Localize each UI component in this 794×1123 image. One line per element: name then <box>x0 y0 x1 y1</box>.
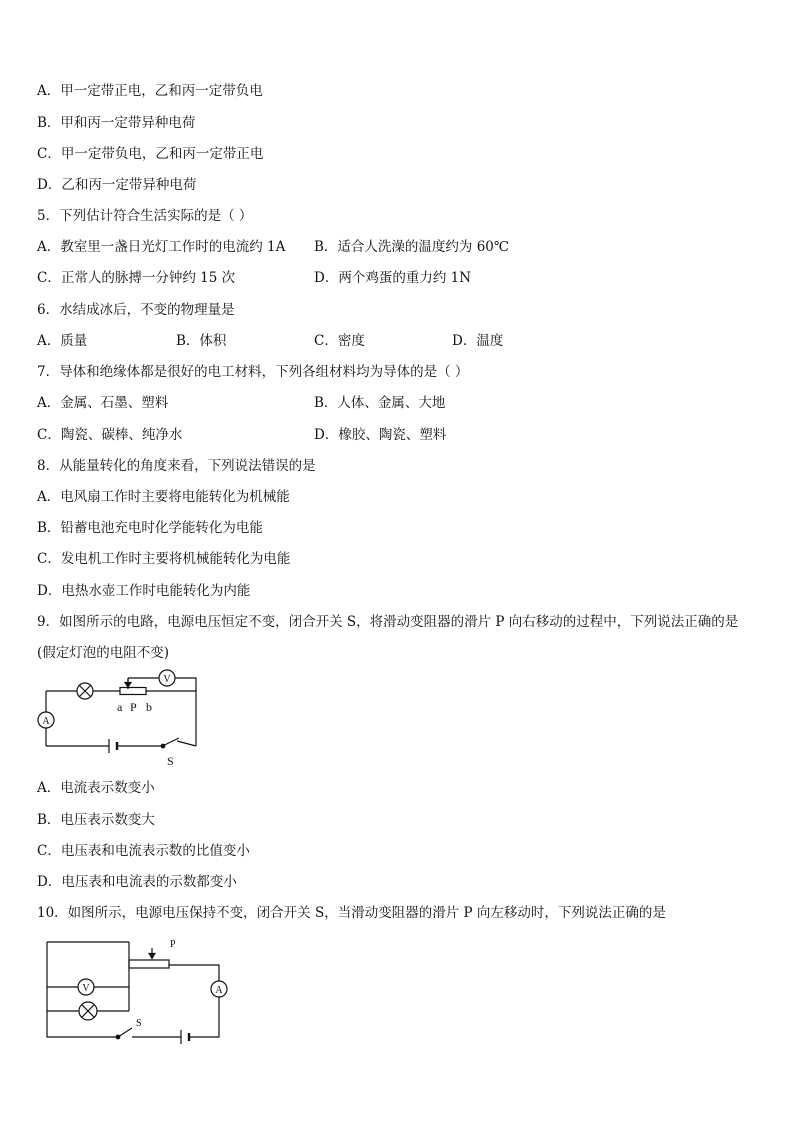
q9-option-c: C．电压表和电流表示数的比值变小 <box>37 843 250 859</box>
q9-stem: 9．如图所示的电路，电源电压恒定不变，闭合开关 S，将滑动变阻器的滑片 P 向右移动的过程中，下列说法正确的是 <box>37 614 739 630</box>
q5-option-a: A．教室里一盏日光灯工作时的电流约 1A <box>37 239 286 255</box>
q9-ammeter-label: A <box>42 716 50 727</box>
q9-label-a: a <box>117 700 123 714</box>
q6-stem: 6．水结成冰后，不变的物理量是 <box>37 302 235 318</box>
q5-option-c: C．正常人的脉搏一分钟约 15 次 <box>37 270 236 286</box>
q10-stem: 10．如图所示，电源电压保持不变，闭合开关 S，当滑动变阻器的滑片 P 向左移动时，下列说法正确的是 <box>37 905 666 921</box>
q8-stem: 8．从能量转化的角度来看，下列说法错误的是 <box>37 458 316 474</box>
q8-option-b: B．铅蓄电池充电时化学能转化为电能 <box>37 520 263 536</box>
q10-voltmeter-label: V <box>82 983 90 994</box>
q9-option-a: A．电流表示数变小 <box>37 780 155 796</box>
q9-slider-arrow-icon <box>125 678 131 687</box>
q6-option-d: D．温度 <box>452 333 504 349</box>
q4-option-c: C．甲一定带负电，乙和丙一定带正电 <box>37 146 264 162</box>
q5-stem: 5．下列估计符合生活实际的是（ ） <box>37 208 253 224</box>
q10-circuit-diagram <box>40 934 250 1044</box>
q6-option-c: C．密度 <box>314 333 365 349</box>
q9-option-d: D．电压表和电流表的示数都变小 <box>37 874 237 890</box>
q9-option-b: B．电压表示数变大 <box>37 812 155 828</box>
q9-rheostat-icon <box>120 688 146 695</box>
q5-option-b: B．适合人洗澡的温度约为 60℃ <box>314 239 509 255</box>
q6-option-b: B．体积 <box>176 333 227 349</box>
q10-slider-arrow-icon <box>149 948 155 959</box>
q9-switch-icon <box>161 738 179 748</box>
q7-stem: 7．导体和绝缘体都是很好的电工材料，下列各组材料均为导体的是（ ） <box>37 364 469 380</box>
q9-label-b: b <box>146 700 152 714</box>
q10-rheostat-icon <box>129 960 169 968</box>
q10-ammeter-label: A <box>215 985 223 996</box>
q7-option-b: B．人体、金属、大地 <box>314 395 446 411</box>
q9-voltmeter-label: V <box>163 674 171 685</box>
q4-option-b: B．甲和丙一定带异种电荷 <box>37 115 196 131</box>
q10-voltmeter-icon <box>78 979 94 995</box>
q7-option-c: C．陶瓷、碳棒、纯净水 <box>37 427 183 443</box>
q10-wire-right <box>169 965 219 1037</box>
q8-option-a: A．电风扇工作时主要将电能转化为机械能 <box>37 489 290 505</box>
q8-option-c: C．发电机工作时主要将机械能转化为电能 <box>37 551 291 567</box>
q9-circuit-diagram <box>30 664 230 769</box>
q10-lamp-icon <box>79 1002 97 1020</box>
q9-label-p: P <box>130 700 137 714</box>
q9-battery-icon <box>109 739 117 753</box>
q10-ammeter-icon <box>211 981 227 997</box>
q9-wire-bottom <box>46 741 196 746</box>
q9-lamp-icon <box>77 683 93 699</box>
q9-voltmeter-icon <box>159 670 175 686</box>
q9-label-s: S <box>167 754 174 768</box>
q9-wire-top-right <box>146 691 196 746</box>
q7-option-d: D．橡胶、陶瓷、塑料 <box>314 427 447 443</box>
q7-option-a: A．金属、石墨、塑料 <box>37 395 169 411</box>
q4-option-d: D．乙和丙一定带异种电荷 <box>37 177 197 193</box>
q10-switch-icon <box>116 1028 132 1039</box>
q10-battery-icon <box>181 1030 195 1044</box>
q9-ammeter-icon <box>38 712 54 728</box>
q9-stem-note: (假定灯泡的电阻不变) <box>37 645 170 661</box>
q6-option-a: A．质量 <box>37 333 88 349</box>
q4-option-a: A．甲一定带正电，乙和丙一定带负电 <box>37 83 263 99</box>
q10-label-s: S <box>136 1018 142 1029</box>
q5-option-d: D．两个鸡蛋的重力约 1N <box>314 270 472 286</box>
q10-label-p: P <box>170 939 176 950</box>
q8-option-d: D．电热水壶工作时电能转化为内能 <box>37 583 251 599</box>
